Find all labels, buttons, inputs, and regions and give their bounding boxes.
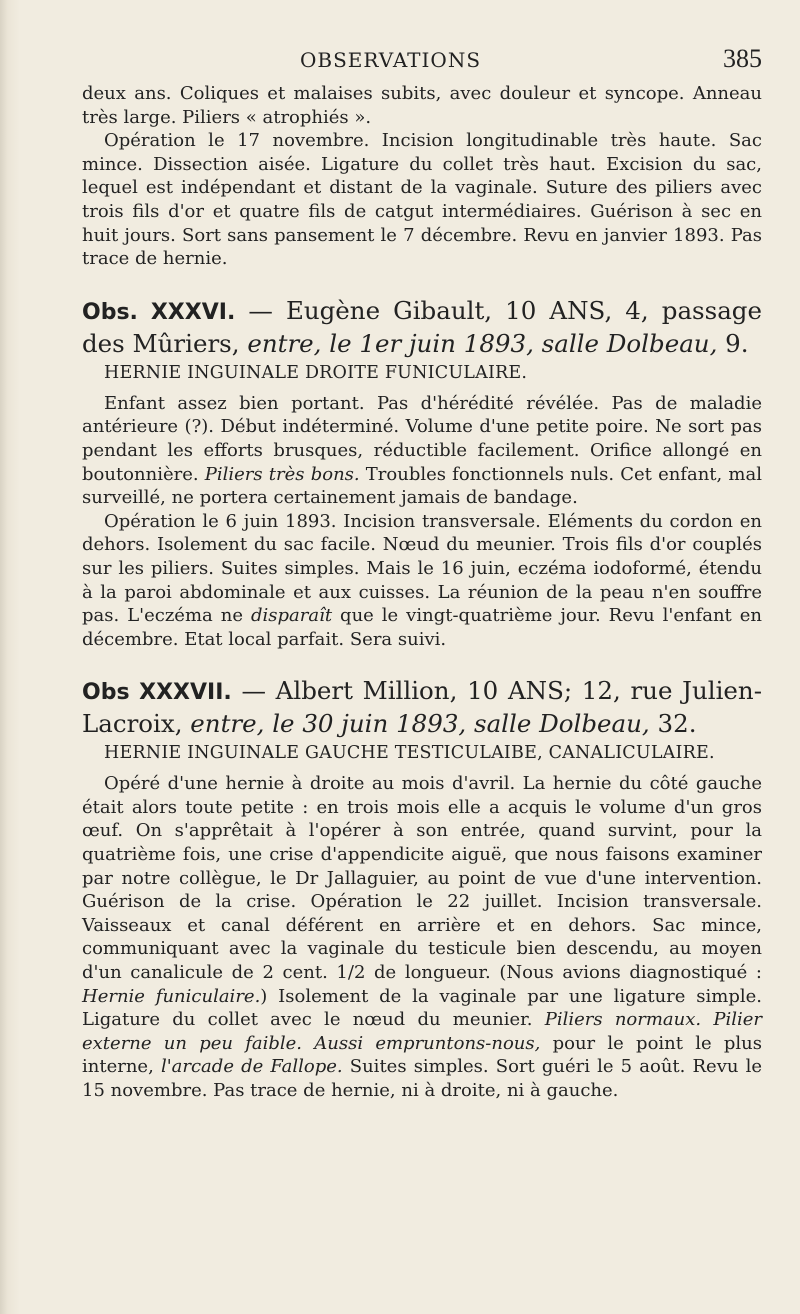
obs36-paragraph-2 bbox=[82, 510, 762, 652]
obs36-bed: 9. bbox=[717, 328, 749, 358]
running-head bbox=[82, 44, 762, 74]
page-number: 385 bbox=[723, 44, 762, 73]
obs36-p1-text-b: Troubles fonctionnels nuls. Cet enfant, mal surveillé, ne portera certainement jamais de bandage. bbox=[82, 463, 762, 509]
obs37-patient: — Albert Million, 10 ANS; 12, rue Julien-Lacroix, bbox=[82, 676, 762, 739]
obs37-p1-emphasis-1: Hernie funiculaire. bbox=[82, 985, 261, 1007]
obs37-diagnosis: HERNIE INGUINALE GAUCHE TESTICULAIBE, CANALICULAIRE. bbox=[104, 743, 715, 764]
obs36-label: Obs. XXXVI. bbox=[82, 299, 236, 325]
obs37-p1-text-c: pour le point le plus interne, bbox=[82, 1032, 762, 1078]
obs37-p1-text-a: Opéré d'une hernie à droite au mois d'avril. La hernie du côté gauche était alors toute petite : en trois mois elle a acquis le volume d'un gros œuf. On s'apprêtait à l'opérer à son entrée, quand survint, pour la quatrième fois, une crise d'appendicite aiguë, que nous faisons examiner par notre collègue, le Dr Jallaguier, au point de vue d'une intervention. Guérison de la crise. Opération le 22 juillet. Incision transversale. Vaisseaux et canal déférent en arrière et en dehors. Sac mince, communiquant avec la vaginale du testicule bien descendu, au moyen d'un canalicule de 2 cent. 1/2 de longueur. (Nous avions diagnostiqué : bbox=[82, 773, 762, 984]
running-title: OBSERVATIONS bbox=[300, 48, 482, 72]
obs37-heading bbox=[82, 675, 762, 739]
obs37-label: Obs XXXVII. bbox=[82, 680, 232, 706]
obs37-p1-emphasis-3: l'arcade de Fallope. bbox=[160, 1056, 343, 1078]
obs37-bed: 32. bbox=[649, 709, 697, 739]
obs37-p1-text-b: ) Isolement de la vaginale par une ligature simple. Ligature du collet avec le nœud du meunier. bbox=[82, 985, 762, 1031]
obs36-p1-emphasis: Piliers très bons. bbox=[204, 463, 360, 485]
intro-paragraph-2: Opération le 17 novembre. Incision longitudinable très haute. Sac mince. Dissection aisée. Ligature du collet très haut. Excision du sac, lequel est indépendant et distant de la vaginale. Suture des piliers avec trois fils d'or et quatre fils de catgut intermédiaires. Guérison à sec en huit jours. Sort sans pansement le 7 décembre. Revu en janvier 1893. Pas trace de hernie. bbox=[82, 130, 762, 270]
obs36-p2-text-b: que le vingt-quatrième jour. Revu l'enfant en décembre. Etat local parfait. Sera suivi. bbox=[82, 605, 763, 650]
obs36-entry: entre, le 1er juin 1893, salle Dolbeau, bbox=[247, 328, 718, 358]
obs37-paragraph-1 bbox=[82, 772, 762, 1102]
obs37-entry: entre, le 30 juin 1893, salle Dolbeau, bbox=[190, 709, 650, 739]
obs36-patient: — Eugène Gibault, 10 ANS, 4, passage des Mûriers, bbox=[82, 295, 762, 358]
observation-36 bbox=[82, 295, 762, 652]
observation-37 bbox=[82, 675, 762, 1102]
obs36-p2-text-a: Opération le 6 juin 1893. Incision transversale. Eléments du cordon en dehors. Isolement du sac facile. Nœud du meunier. Trois fils d'or couplés sur les piliers. Suites simples. Mais le 16 juin, eczéma iodoformé, étendu à la paroi abdominale et aux cuisses. La réunion de la peau n'en souffre pas. L'eczéma ne bbox=[82, 510, 762, 627]
obs36-p1-text-a: Enfant assez bien portant. Pas d'hérédité révélée. Pas de maladie antérieure (?). Début indéterminé. Volume d'une petite poire. Ne sort pas pendant les efforts brusques, réductible facilement. Orifice allongé en boutonnière. bbox=[82, 392, 762, 485]
obs37-p1-text-d: Suites simples. Sort guéri le 5 août. Revu le 15 novembre. Pas trace de hernie, ni à droite, ni à gauche. bbox=[82, 1056, 762, 1101]
intro-paragraph-1: deux ans. Coliques et malaises subits, avec douleur et syncope. Anneau très large. Piliers « atrophiés ». bbox=[82, 83, 762, 128]
obs36-p2-emphasis: disparaît bbox=[250, 605, 333, 627]
obs36-heading bbox=[82, 295, 762, 359]
obs36-diagnosis: HERNIE INGUINALE DROITE FUNICULAIRE. bbox=[104, 362, 528, 383]
obs36-paragraph-1 bbox=[82, 392, 762, 510]
obs37-p1-emphasis-2: Piliers normaux. Pilier externe un peu faible. Aussi empruntons-nous, bbox=[82, 1009, 762, 1054]
body-text bbox=[82, 82, 762, 1103]
